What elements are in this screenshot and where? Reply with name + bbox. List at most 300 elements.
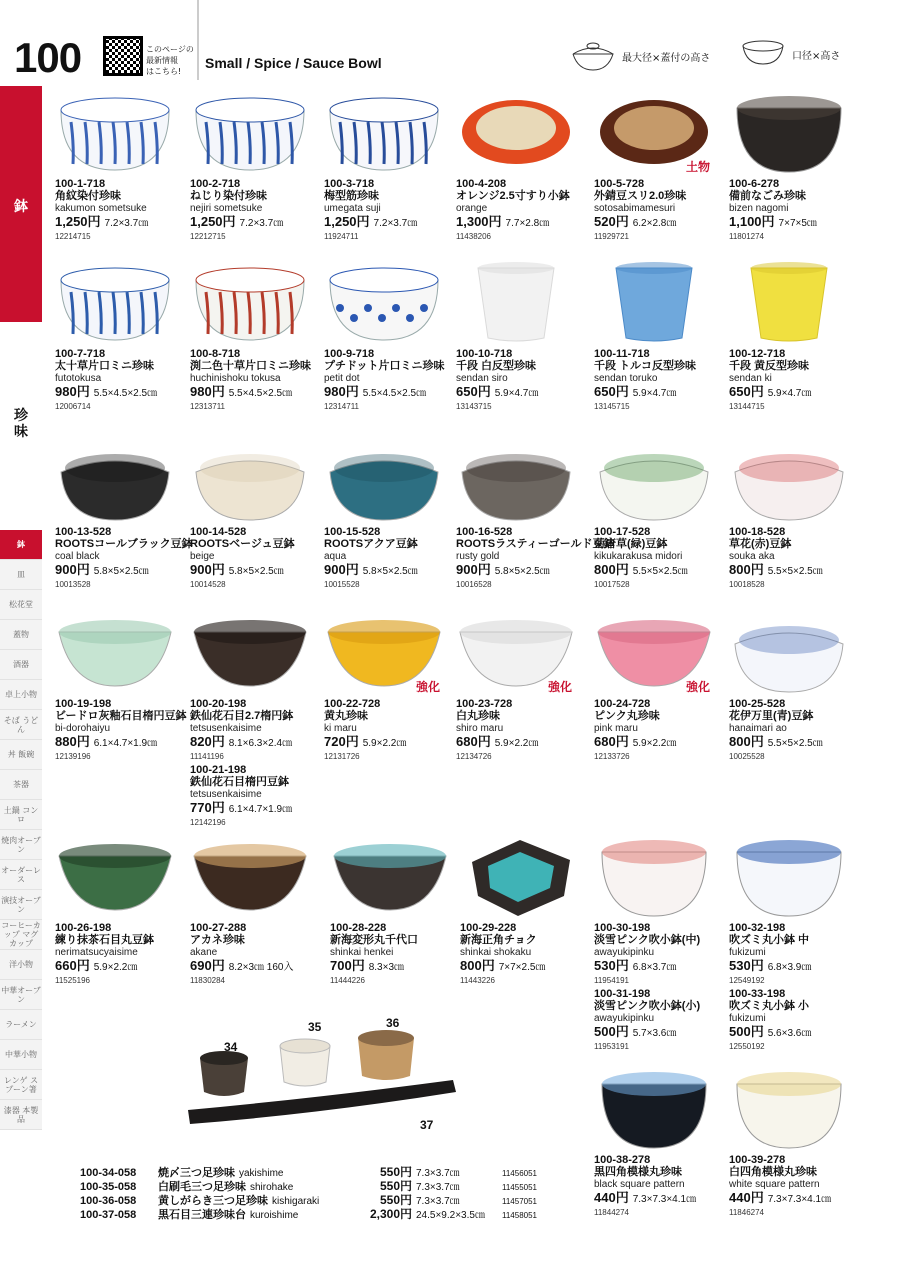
product-card[interactable] bbox=[594, 608, 734, 761]
product-card[interactable] bbox=[190, 832, 330, 985]
product-code: 100-38-278 bbox=[594, 1154, 651, 1166]
dot-spout-bowl-icon bbox=[324, 258, 444, 346]
set-name: 黄しがらき三つ足珍味 bbox=[158, 1195, 268, 1207]
product-price: 800円 bbox=[460, 958, 495, 973]
product-size: 8.2×3㎝ 160入 bbox=[228, 962, 294, 973]
product-name: 黄丸珍味 bbox=[324, 710, 368, 722]
beige-oval-bowl-icon bbox=[190, 436, 310, 524]
product-card[interactable] bbox=[594, 832, 734, 1051]
product-price: 530円 bbox=[729, 958, 764, 973]
variant-size: 5.6×3.6㎝ bbox=[767, 1028, 812, 1039]
product-roman: huchinishoku tokusa bbox=[190, 373, 281, 384]
product-price: 820円 bbox=[190, 734, 225, 749]
product-size: 5.5×5×2.5㎝ bbox=[632, 566, 688, 577]
product-name: ビードロ灰釉石目楕円豆鉢 bbox=[55, 710, 187, 722]
product-jan: 12549192 bbox=[729, 976, 765, 985]
product-jan: 11844274 bbox=[594, 1208, 629, 1217]
set-price: 550円 bbox=[379, 1165, 412, 1179]
product-roman: awayukipinku bbox=[594, 947, 655, 958]
product-roman: shinkai shokaku bbox=[460, 947, 532, 958]
product-price: 900円 bbox=[456, 562, 491, 577]
product-name: 角紋染付珍味 bbox=[55, 190, 121, 202]
set-size: 7.3×3.7㎝ bbox=[416, 1168, 460, 1179]
product-size: 7.3×7.3×4.1㎝ bbox=[767, 1194, 832, 1205]
product-code: 100-23-728 bbox=[456, 698, 513, 710]
product-jan: 10025528 bbox=[729, 752, 765, 761]
product-roman: kakumon sometsuke bbox=[55, 203, 147, 214]
category-nav-item[interactable]: 松花堂 bbox=[0, 590, 42, 620]
product-jan: 11525196 bbox=[55, 976, 90, 985]
product-size: 5.9×4.7㎝ bbox=[632, 388, 677, 399]
product-name: 白四角模様丸珍味 bbox=[729, 1166, 817, 1178]
product-name: 外錆豆スリ2.0珍味 bbox=[594, 190, 687, 202]
set-roman: shirohake bbox=[250, 1182, 294, 1193]
aqua-oval-bowl-icon bbox=[324, 436, 444, 524]
variant-size: 5.7×3.6㎝ bbox=[632, 1028, 677, 1039]
qr-caption-line: このページの bbox=[146, 45, 194, 54]
product-size: 5.9×4.7㎝ bbox=[494, 388, 539, 399]
blue-floral-bowl-icon bbox=[729, 608, 849, 696]
product-roman: bizen nagomi bbox=[729, 203, 789, 214]
product-size: 5.5×4.5×2.5㎝ bbox=[93, 388, 158, 399]
qr-code-icon[interactable] bbox=[103, 36, 143, 76]
product-name: 梅型筋珍味 bbox=[324, 190, 379, 202]
product-size: 5.5×5×2.5㎝ bbox=[767, 566, 823, 577]
set-name: 焼〆三つ足珍味 bbox=[158, 1167, 235, 1179]
set-product-list bbox=[80, 1163, 537, 1219]
product-name: 千段 トルコ反型珍味 bbox=[594, 360, 697, 372]
product-jan: 12131726 bbox=[324, 752, 360, 761]
variant-name: 吹ズミ丸小鉢 小 bbox=[729, 1000, 810, 1012]
product-card[interactable] bbox=[729, 258, 869, 411]
product-code: 100-19-198 bbox=[55, 698, 112, 710]
product-jan: 11801274 bbox=[729, 232, 764, 241]
product-badge: 強化 bbox=[686, 680, 711, 694]
bowl-icon bbox=[738, 38, 788, 70]
product-roman: shinkai henkei bbox=[330, 947, 394, 958]
category-nav-item[interactable]: 酒器 bbox=[0, 650, 42, 680]
set-roman: kishigaraki bbox=[272, 1196, 320, 1207]
product-code: 100-32-198 bbox=[729, 922, 786, 934]
product-roman: souka aka bbox=[729, 551, 775, 562]
product-name: 太十草片口ミニ珍味 bbox=[55, 360, 154, 372]
product-roman: sendan ki bbox=[729, 373, 772, 384]
product-code: 100-28-228 bbox=[330, 922, 387, 934]
set-jan: 11455051 bbox=[502, 1183, 537, 1192]
product-card[interactable] bbox=[190, 88, 330, 241]
set-name: 白刷毛三つ足珍味 bbox=[158, 1181, 246, 1193]
product-name: ROOTSコールブラック豆鉢 bbox=[55, 538, 193, 550]
product-code: 100-7-718 bbox=[55, 348, 106, 360]
product-name: 黒四角模様丸珍味 bbox=[594, 1166, 682, 1178]
product-variant bbox=[594, 988, 734, 1051]
product-jan: 11438206 bbox=[456, 232, 491, 241]
product-code: 100-8-718 bbox=[190, 348, 241, 360]
set-price: 550円 bbox=[379, 1179, 412, 1193]
product-jan: 11443226 bbox=[460, 976, 495, 985]
variant-jan: 11953191 bbox=[594, 1042, 629, 1051]
product-size: 7.7×2.8㎝ bbox=[505, 218, 550, 229]
green-floral-bowl-icon bbox=[594, 436, 714, 524]
product-jan: 11830284 bbox=[190, 976, 225, 985]
product-price: 520円 bbox=[594, 214, 629, 229]
product-price: 650円 bbox=[729, 384, 764, 399]
product-code: 100-16-528 bbox=[456, 526, 513, 538]
product-size: 5.9×2.2㎝ bbox=[362, 738, 407, 749]
category-nav-item[interactable]: レンゲ スプーン箸 bbox=[0, 1070, 42, 1100]
product-size: 6.8×3.9㎝ bbox=[767, 962, 812, 973]
set-code: 100-35-058 bbox=[80, 1181, 137, 1193]
product-jan: 12314711 bbox=[324, 402, 359, 411]
product-code: 100-27-288 bbox=[190, 922, 247, 934]
product-price: 1,250円 bbox=[55, 214, 101, 229]
qr-caption-line: 最新情報 bbox=[146, 56, 178, 65]
set-size: 7.3×3.7㎝ bbox=[416, 1182, 460, 1193]
blue-speckle-cup-icon bbox=[729, 832, 849, 920]
product-size: 5.8×5×2.5㎝ bbox=[494, 566, 550, 577]
callout-35: 35 bbox=[308, 1020, 322, 1034]
product-code: 100-2-718 bbox=[190, 178, 241, 190]
product-card[interactable] bbox=[729, 88, 869, 241]
category-nav-item[interactable]: 皿 bbox=[0, 560, 42, 590]
subcategory-label: 珍味 bbox=[14, 408, 28, 440]
callout-34: 34 bbox=[224, 1040, 238, 1054]
set-roman: kuroishime bbox=[250, 1210, 299, 1221]
product-card[interactable] bbox=[324, 436, 464, 589]
product-card[interactable] bbox=[729, 832, 869, 1051]
qr-caption-line: はこちら! bbox=[146, 67, 182, 76]
product-roman: sendan toruko bbox=[594, 373, 658, 384]
turquoise-cup-icon bbox=[594, 258, 714, 346]
set-list-row[interactable] bbox=[80, 1163, 537, 1177]
product-name: 草花(赤)豆鉢 bbox=[729, 538, 792, 550]
product-size: 7×7×2.5㎝ bbox=[498, 962, 546, 973]
product-card[interactable] bbox=[190, 258, 330, 411]
product-roman: coal black bbox=[55, 551, 100, 562]
product-price: 660円 bbox=[55, 958, 90, 973]
product-jan: 13144715 bbox=[729, 402, 765, 411]
product-size: 5.8×5×2.5㎝ bbox=[93, 566, 149, 577]
product-jan: 12139196 bbox=[55, 752, 91, 761]
product-jan: 10015528 bbox=[324, 580, 360, 589]
product-name: 備前なごみ珍味 bbox=[729, 190, 806, 202]
set-code: 100-34-058 bbox=[80, 1167, 137, 1179]
product-variant bbox=[729, 988, 869, 1051]
product-roman: shiro maru bbox=[456, 723, 504, 734]
product-code: 100-29-228 bbox=[460, 922, 517, 934]
category-nav-item[interactable]: 中華オーブン bbox=[0, 980, 42, 1010]
product-code: 100-9-718 bbox=[324, 348, 375, 360]
set-size: 7.3×3.7㎝ bbox=[416, 1196, 460, 1207]
product-price: 440円 bbox=[594, 1190, 629, 1205]
category-nav-item[interactable]: 茶器 bbox=[0, 770, 42, 800]
product-roman: tetsusenkaisime bbox=[190, 723, 262, 734]
category-nav-item[interactable]: 焼肉オーブン bbox=[0, 830, 42, 860]
variant-code: 100-31-198 bbox=[594, 988, 651, 1000]
product-roman: pink maru bbox=[594, 723, 638, 734]
product-card[interactable] bbox=[729, 608, 869, 761]
category-nav-item[interactable]: オーダーレス bbox=[0, 860, 42, 890]
product-jan: 10016528 bbox=[456, 580, 492, 589]
product-card[interactable] bbox=[594, 1064, 734, 1217]
product-card[interactable] bbox=[594, 88, 734, 241]
product-jan: 13145715 bbox=[594, 402, 630, 411]
product-card[interactable] bbox=[456, 608, 596, 761]
rusty-gold-bowl-icon bbox=[456, 436, 576, 524]
product-size: 5.8×5×2.5㎝ bbox=[228, 566, 284, 577]
set-list-row[interactable] bbox=[80, 1191, 537, 1205]
product-roman: akane bbox=[190, 947, 218, 958]
product-jan: 12313711 bbox=[190, 402, 225, 411]
orange-grater-bowl-icon bbox=[456, 88, 576, 176]
product-code: 100-13-528 bbox=[55, 526, 112, 538]
product-roman: fukizumi bbox=[729, 947, 766, 958]
product-roman: beige bbox=[190, 551, 215, 562]
legend-plain-label: 口径×高さ bbox=[792, 50, 841, 62]
product-card[interactable] bbox=[324, 258, 464, 411]
product-name: ピンク丸珍味 bbox=[594, 710, 660, 722]
product-size: 6.1×4.7×1.9㎝ bbox=[93, 738, 158, 749]
product-name: 白丸珍味 bbox=[456, 710, 500, 722]
set-list-row[interactable] bbox=[80, 1177, 537, 1191]
product-card[interactable] bbox=[594, 258, 734, 411]
product-card[interactable] bbox=[456, 88, 596, 241]
pink-speckle-cup-icon bbox=[594, 832, 714, 920]
product-name: ROOTSアクア豆鉢 bbox=[324, 538, 418, 550]
product-code: 100-14-528 bbox=[190, 526, 247, 538]
product-price: 650円 bbox=[456, 384, 491, 399]
product-roman: nerimatsucyaisime bbox=[55, 947, 138, 958]
product-price: 980円 bbox=[324, 384, 359, 399]
product-name: 千段 白反型珍味 bbox=[456, 360, 537, 372]
product-jan: 12006714 bbox=[55, 402, 91, 411]
product-code: 100-4-208 bbox=[456, 178, 507, 190]
product-roman: black square pattern bbox=[594, 1179, 685, 1190]
variant-jan: 12550192 bbox=[729, 1042, 765, 1051]
product-price: 720円 bbox=[324, 734, 359, 749]
product-card[interactable] bbox=[55, 88, 195, 241]
product-size: 5.5×5×2.5㎝ bbox=[767, 738, 823, 749]
product-price: 1,250円 bbox=[324, 214, 370, 229]
product-code: 100-1-718 bbox=[55, 178, 106, 190]
product-card[interactable] bbox=[594, 436, 734, 589]
product-code: 100-12-718 bbox=[729, 348, 786, 360]
qr-caption bbox=[146, 44, 194, 77]
product-name: 千段 黄反型珍味 bbox=[729, 360, 810, 372]
product-code: 100-20-198 bbox=[190, 698, 247, 710]
product-name: 新海変形丸千代口 bbox=[330, 934, 418, 946]
product-card[interactable] bbox=[330, 832, 470, 985]
category-nav-item[interactable]: 土鍋 コンロ bbox=[0, 800, 42, 830]
product-name: 花伊万里(青)豆鉢 bbox=[729, 710, 814, 722]
product-price: 980円 bbox=[55, 384, 90, 399]
page-number: 100 bbox=[14, 34, 82, 81]
product-card[interactable] bbox=[460, 832, 600, 985]
category-nav-item[interactable]: 鉢 bbox=[0, 530, 42, 560]
black-square-cup-icon bbox=[594, 1064, 714, 1152]
product-roman: rusty gold bbox=[456, 551, 500, 562]
product-name: ROOTSベージュ豆鉢 bbox=[190, 538, 295, 550]
product-name: アカネ珍味 bbox=[190, 934, 245, 946]
dark-round-cup-icon bbox=[729, 88, 849, 176]
product-card[interactable] bbox=[729, 1064, 869, 1217]
product-jan: 12212715 bbox=[190, 232, 226, 241]
yellow-cup-icon bbox=[729, 258, 849, 346]
product-card[interactable] bbox=[55, 832, 195, 985]
variant-price: 500円 bbox=[594, 1024, 629, 1039]
product-roman: ki maru bbox=[324, 723, 357, 734]
category-nav-item[interactable]: 丼 飯碗 bbox=[0, 740, 42, 770]
legend-plain bbox=[738, 38, 840, 70]
product-price: 530円 bbox=[594, 958, 629, 973]
category-nav-item[interactable]: 蓋物 bbox=[0, 620, 42, 650]
product-size: 5.5×4.5×2.5㎝ bbox=[228, 388, 293, 399]
product-jan: 11444226 bbox=[330, 976, 365, 985]
product-jan: 12134726 bbox=[456, 752, 492, 761]
product-name: 練り抹茶石目丸豆鉢 bbox=[55, 934, 154, 946]
legend-lid bbox=[568, 38, 710, 74]
product-price: 800円 bbox=[594, 562, 629, 577]
product-roman: orange bbox=[456, 203, 488, 214]
variant-jan: 12142196 bbox=[190, 818, 226, 827]
variant-code: 100-21-198 bbox=[190, 764, 247, 776]
product-name: 鉄仙花石目2.7楕円鉢 bbox=[190, 710, 294, 722]
variant-name: 淡雪ピンク吹小鉢(小) bbox=[594, 1000, 701, 1012]
plum-stripe-bowl-icon bbox=[324, 88, 444, 176]
variant-roman: tetsusenkaisime bbox=[190, 789, 262, 800]
product-price: 700円 bbox=[330, 958, 365, 973]
product-card[interactable] bbox=[324, 608, 464, 761]
product-card[interactable] bbox=[190, 436, 330, 589]
category-nav-item[interactable]: 卓上小物 bbox=[0, 680, 42, 710]
category-nav-item[interactable]: 洋小物 bbox=[0, 950, 42, 980]
product-name: 吹ズミ丸小鉢 中 bbox=[729, 934, 810, 946]
product-size: 5.9×2.2㎝ bbox=[632, 738, 677, 749]
product-roman: hanaimari ao bbox=[729, 723, 787, 734]
product-jan: 10018528 bbox=[729, 580, 765, 589]
set-jan: 11456051 bbox=[502, 1169, 537, 1178]
product-card[interactable] bbox=[456, 258, 596, 411]
variant-roman: fukizumi bbox=[729, 1013, 766, 1024]
category-nav-item[interactable]: そば うどん bbox=[0, 710, 42, 740]
legend-lid-label: 最大径×蓋付の高さ bbox=[622, 52, 711, 64]
product-price: 440円 bbox=[729, 1190, 764, 1205]
product-jan: 11924711 bbox=[324, 232, 359, 241]
set-size: 24.5×9.2×3.5㎝ bbox=[416, 1210, 485, 1221]
white-square-cup-icon bbox=[729, 1064, 849, 1152]
product-size: 6.8×3.7㎝ bbox=[632, 962, 677, 973]
product-price: 680円 bbox=[456, 734, 491, 749]
scalloped-white-blue-bowl-icon bbox=[55, 88, 175, 176]
variant-price: 770円 bbox=[190, 800, 225, 815]
set-jan: 11458051 bbox=[502, 1211, 537, 1220]
product-name: 菊唐草(緑)豆鉢 bbox=[594, 538, 668, 550]
product-roman: sotosabimamesuri bbox=[594, 203, 676, 214]
category-nav-item[interactable]: 漆器 本製品 bbox=[0, 1100, 42, 1130]
lidded-bowl-icon bbox=[568, 38, 618, 74]
product-code: 100-26-198 bbox=[55, 922, 112, 934]
celadon-bowl-icon bbox=[55, 608, 175, 696]
product-jan: 11954191 bbox=[594, 976, 629, 985]
product-size: 7×7×5㎝ bbox=[778, 218, 817, 229]
product-size: 8.1×6.3×2.4㎝ bbox=[228, 738, 293, 749]
black-oval-bowl-icon bbox=[55, 436, 175, 524]
category-nav-item[interactable]: ラーメン bbox=[0, 1010, 42, 1040]
product-jan: 11141196 bbox=[190, 752, 224, 761]
product-card[interactable] bbox=[324, 88, 464, 241]
product-code: 100-11-718 bbox=[594, 348, 650, 360]
twisted-blue-bowl-icon bbox=[190, 88, 310, 176]
product-code: 100-10-718 bbox=[456, 348, 513, 360]
product-jan: 11929721 bbox=[594, 232, 629, 241]
dark-brown-bowl-icon bbox=[190, 608, 310, 696]
product-jan: 11846274 bbox=[729, 1208, 764, 1217]
product-size: 5.9×4.7㎝ bbox=[767, 388, 812, 399]
header-divider bbox=[197, 0, 199, 80]
set-price: 550円 bbox=[379, 1193, 412, 1207]
category-nav-item[interactable]: コーヒーカップ マグカップ bbox=[1, 921, 41, 948]
product-roman: futotokusa bbox=[55, 373, 102, 384]
product-card[interactable] bbox=[55, 608, 195, 761]
product-name: ねじり染付珍味 bbox=[190, 190, 267, 202]
product-price: 900円 bbox=[190, 562, 225, 577]
product-price: 980円 bbox=[190, 384, 225, 399]
product-size: 6.2×2.8㎝ bbox=[632, 218, 677, 229]
product-size: 7.2×3.7㎝ bbox=[104, 218, 149, 229]
product-size: 7.2×3.7㎝ bbox=[373, 218, 418, 229]
product-variant bbox=[190, 764, 330, 827]
product-price: 900円 bbox=[324, 562, 359, 577]
product-name: 淡雪ピンク吹小鉢(中) bbox=[594, 934, 701, 946]
product-card[interactable] bbox=[729, 436, 869, 589]
set-name: 黒石目三連珍味台 bbox=[158, 1209, 246, 1221]
shinkai-round-bowl-icon bbox=[330, 832, 450, 920]
product-size: 5.8×5×2.5㎝ bbox=[362, 566, 418, 577]
category-nav-item[interactable]: 中華小物 bbox=[0, 1040, 42, 1070]
product-price: 1,250円 bbox=[190, 214, 236, 229]
matcha-bowl-icon bbox=[55, 832, 175, 920]
product-jan: 10014528 bbox=[190, 580, 226, 589]
product-jan: 10013528 bbox=[55, 580, 91, 589]
product-price: 680円 bbox=[594, 734, 629, 749]
product-name: オレンジ2.5寸すり小鉢 bbox=[456, 190, 570, 202]
product-card[interactable] bbox=[190, 608, 330, 827]
product-jan: 12214715 bbox=[55, 232, 91, 241]
callout-37: 37 bbox=[420, 1118, 434, 1132]
set-code: 100-37-058 bbox=[80, 1209, 137, 1221]
product-code: 100-17-528 bbox=[594, 526, 651, 538]
product-size: 8.3×3㎝ bbox=[368, 962, 405, 973]
product-name: ROOTSラスティーゴールド豆鉢 bbox=[456, 538, 615, 550]
product-badge: 強化 bbox=[548, 680, 573, 694]
product-price: 880円 bbox=[55, 734, 90, 749]
set-list-row[interactable] bbox=[80, 1205, 537, 1219]
product-code: 100-15-528 bbox=[324, 526, 381, 538]
product-roman: bi-dorohaiyu bbox=[55, 723, 111, 734]
product-size: 7.2×3.7㎝ bbox=[239, 218, 284, 229]
product-roman: kikukarakusa midori bbox=[594, 551, 683, 562]
product-card[interactable] bbox=[55, 436, 195, 589]
product-card[interactable] bbox=[55, 258, 195, 411]
product-roman: aqua bbox=[324, 551, 347, 562]
page-title: Small / Spice / Sauce Bowl bbox=[205, 55, 382, 71]
category-nav-item[interactable]: 演技オーブン bbox=[0, 890, 42, 920]
set-price: 2,300円 bbox=[369, 1207, 412, 1221]
blue-stripe-spout-bowl-icon bbox=[55, 258, 175, 346]
product-roman: petit dot bbox=[324, 373, 360, 384]
category-nav bbox=[0, 530, 42, 1130]
product-price: 1,300円 bbox=[456, 214, 502, 229]
